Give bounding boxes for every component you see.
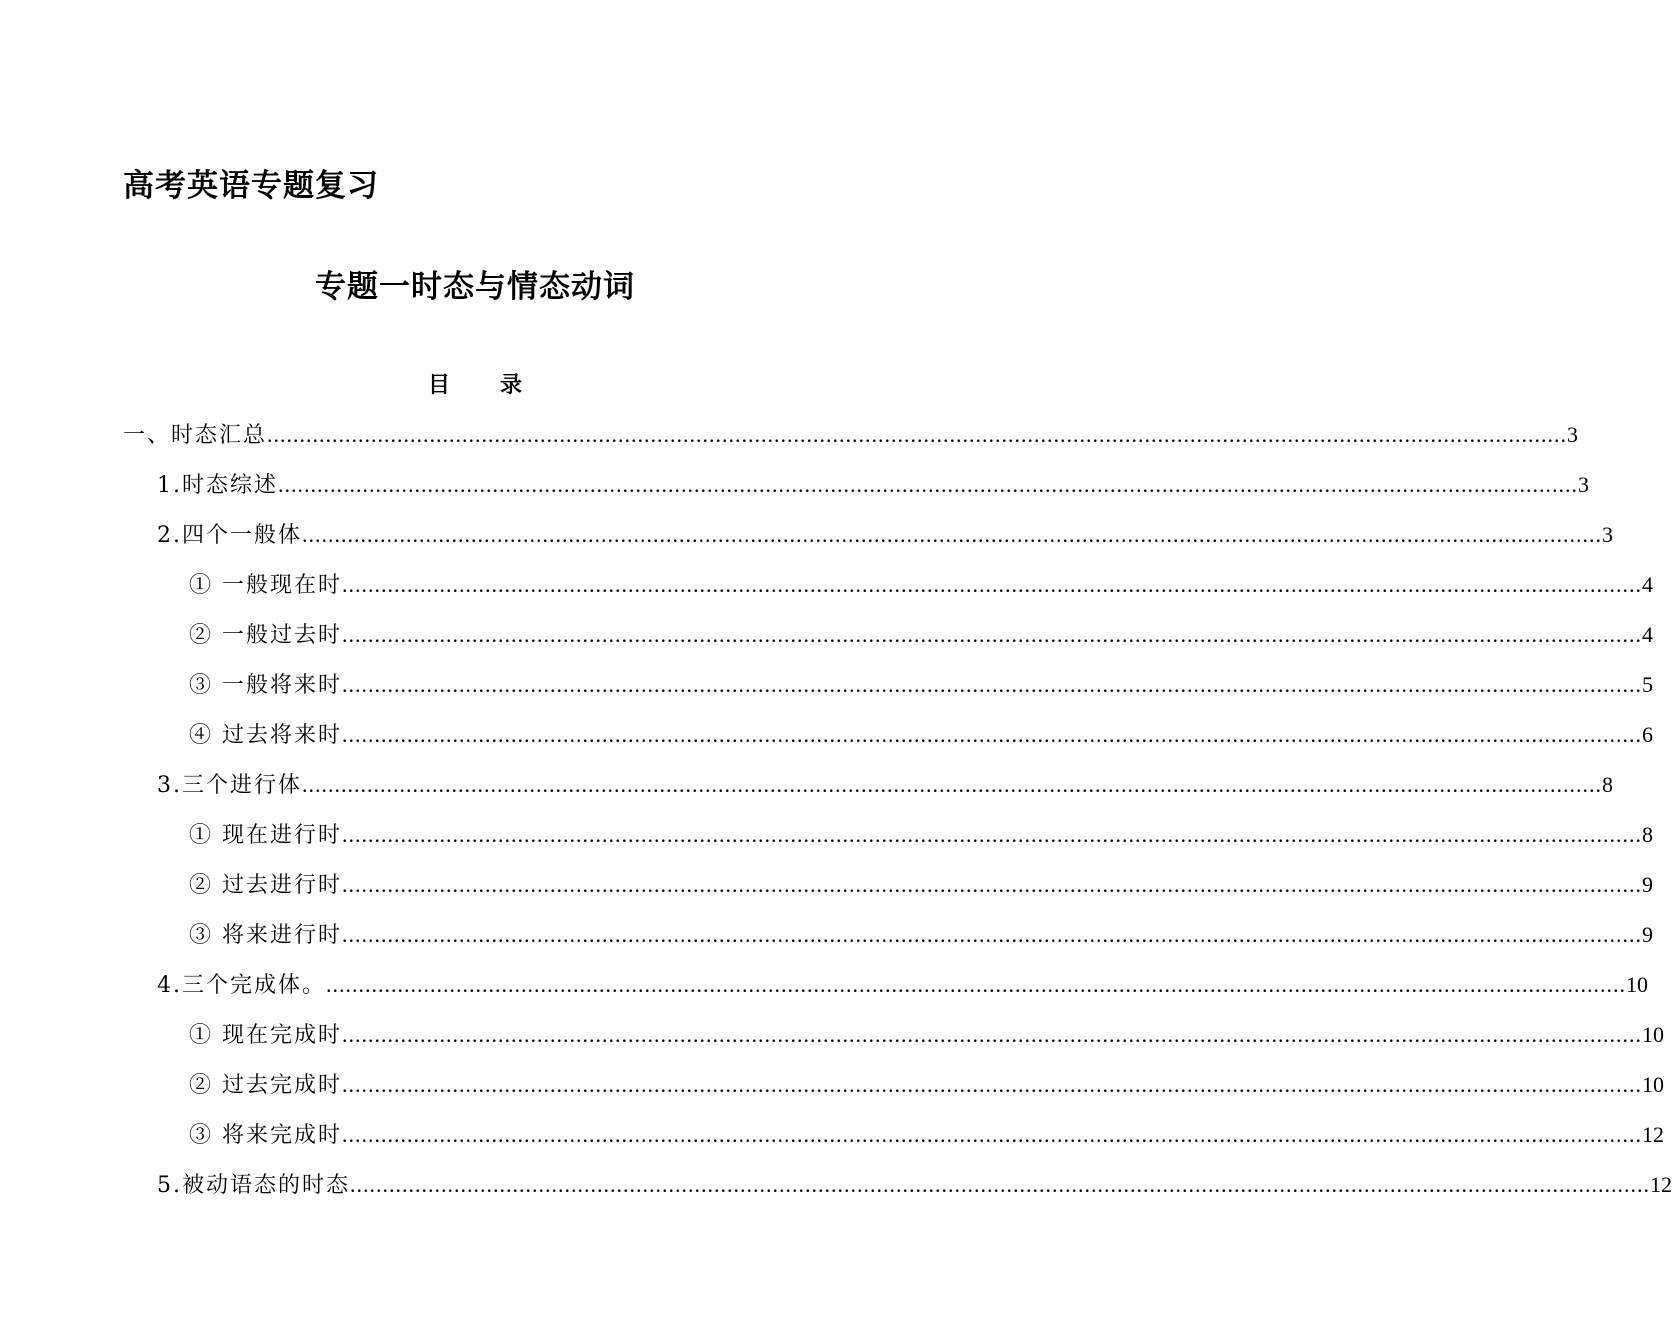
toc-leader: ........................................................................................................................................................................................................ bbox=[267, 422, 1568, 447]
toc-entry[interactable] bbox=[189, 1060, 1664, 1110]
toc-entry[interactable] bbox=[189, 810, 1653, 860]
toc-entry-label: ② 过去完成时 bbox=[189, 1073, 342, 1098]
toc-entry-label: 5.被动语态的时态 bbox=[157, 1173, 350, 1198]
toc-entry-page: 9 bbox=[1642, 922, 1653, 947]
toc-entry-label: ① 一般现在时 bbox=[189, 573, 342, 598]
toc-entry-label: 一、时态汇总 bbox=[123, 423, 268, 448]
topic-title: 专题一时态与情态动词 bbox=[315, 269, 635, 305]
toc-entry-label: 2.四个一般体 bbox=[157, 523, 302, 548]
toc-entry[interactable] bbox=[157, 460, 1589, 510]
toc-entry-page: 3 bbox=[1567, 422, 1579, 447]
toc-entry[interactable] bbox=[157, 1160, 1672, 1210]
toc-leader: ........................................................................................................................................................................................................ bbox=[342, 1122, 1642, 1147]
toc-leader: ........................................................................................................................................................................................................ bbox=[342, 672, 1642, 697]
toc-entry[interactable] bbox=[189, 660, 1653, 710]
toc-entry-page: 10 bbox=[1626, 972, 1648, 997]
toc-entry-page: 8 bbox=[1642, 822, 1653, 847]
toc-entry-label: 4.三个完成体。 bbox=[157, 973, 326, 998]
toc-entry[interactable] bbox=[189, 610, 1653, 660]
toc-entry[interactable] bbox=[189, 860, 1653, 910]
toc-leader: ........................................................................................................................................................................................................ bbox=[342, 872, 1642, 897]
toc-leader: ........................................................................................................................................................................................................ bbox=[350, 1172, 1650, 1197]
toc-leader: ........................................................................................................................................................................................................ bbox=[342, 622, 1642, 647]
toc-entry[interactable] bbox=[189, 710, 1653, 760]
toc-entry[interactable] bbox=[157, 960, 1648, 1010]
toc-entry-label: 1.时态综述 bbox=[157, 473, 278, 498]
toc-entry-page: 4 bbox=[1642, 622, 1653, 647]
toc-leader: ........................................................................................................................................................................................................ bbox=[342, 1022, 1642, 1047]
toc-entry-label: ④ 过去将来时 bbox=[189, 723, 342, 748]
toc-leader: ........................................................................................................................................................................................................ bbox=[342, 822, 1642, 847]
toc-leader: ........................................................................................................................................................................................................ bbox=[302, 772, 1602, 797]
toc-entry-label: ② 一般过去时 bbox=[189, 623, 342, 648]
toc-leader: ........................................................................................................................................................................................................ bbox=[342, 1072, 1642, 1097]
toc-entry-label: 3.三个进行体 bbox=[157, 773, 302, 798]
toc-entry-page: 8 bbox=[1602, 772, 1613, 797]
toc-entry[interactable] bbox=[123, 410, 1579, 460]
toc-entry[interactable] bbox=[189, 560, 1653, 610]
toc-entry-page: 10 bbox=[1642, 1022, 1664, 1047]
document-title: 高考英语专题复习 bbox=[123, 168, 379, 204]
toc-leader: ........................................................................................................................................................................................................ bbox=[342, 722, 1642, 747]
toc-entry[interactable] bbox=[189, 1010, 1664, 1060]
toc-entry-page: 10 bbox=[1642, 1072, 1664, 1097]
toc-heading-right: 录 bbox=[500, 372, 523, 398]
toc-entry-page: 9 bbox=[1642, 872, 1653, 897]
toc-leader: ........................................................................................................................................................................................................ bbox=[342, 922, 1642, 947]
toc-entry[interactable] bbox=[157, 760, 1613, 810]
toc-leader: ........................................................................................................................................................................................................ bbox=[342, 572, 1642, 597]
toc-entry-label: ③ 将来完成时 bbox=[189, 1123, 342, 1148]
toc-entry-page: 3 bbox=[1602, 522, 1613, 547]
toc-entry[interactable] bbox=[189, 1110, 1664, 1160]
toc-leader: ........................................................................................................................................................................................................ bbox=[326, 972, 1626, 997]
toc-entry-label: ① 现在完成时 bbox=[189, 1023, 342, 1048]
toc-entry-label: ② 过去进行时 bbox=[189, 873, 342, 898]
toc-entry-label: ① 现在进行时 bbox=[189, 823, 342, 848]
toc-entry-page: 3 bbox=[1578, 472, 1589, 497]
toc-entry-page: 6 bbox=[1642, 722, 1653, 747]
toc-entry-page: 12 bbox=[1642, 1122, 1664, 1147]
toc-leader: ........................................................................................................................................................................................................ bbox=[302, 522, 1602, 547]
toc-entry[interactable] bbox=[157, 510, 1613, 560]
toc-entry-page: 5 bbox=[1642, 672, 1653, 697]
toc-entry-label: ③ 将来进行时 bbox=[189, 923, 342, 948]
toc-heading-left: 目 bbox=[427, 372, 450, 398]
toc-entry[interactable] bbox=[189, 910, 1653, 960]
toc-entry-label: ③ 一般将来时 bbox=[189, 673, 342, 698]
toc-heading bbox=[0, 368, 950, 399]
toc-entry-page: 4 bbox=[1642, 572, 1653, 597]
toc-entry-page: 12 bbox=[1650, 1172, 1672, 1197]
toc-leader: ........................................................................................................................................................................................................ bbox=[278, 472, 1578, 497]
